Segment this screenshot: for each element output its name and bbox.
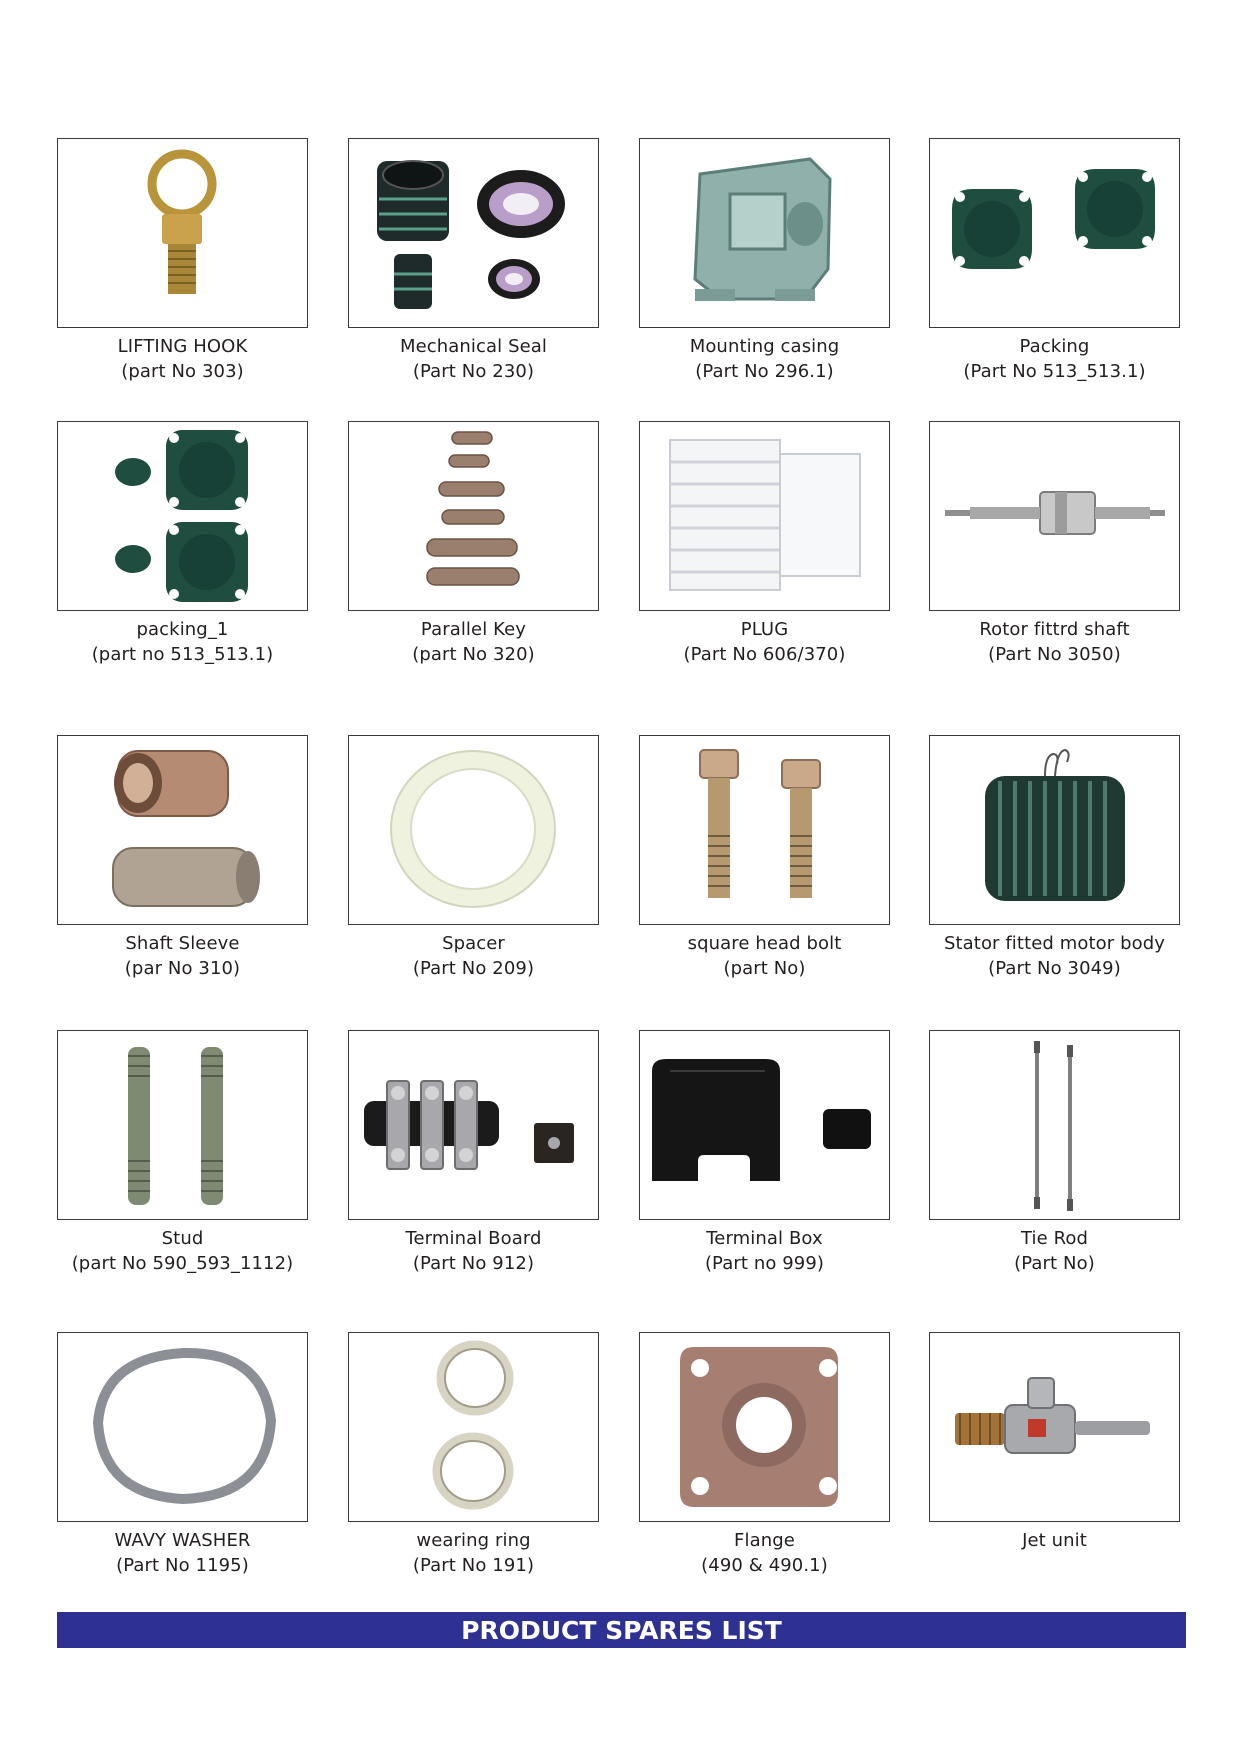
part-number: (Part No 3049) [988,958,1121,979]
product-image-frame [348,138,599,328]
product-name: square head bolt [687,933,842,954]
product-card [639,735,890,981]
product-card [348,421,599,667]
product-caption [348,617,599,667]
product-card [639,1332,890,1578]
product-caption [639,1528,890,1578]
product-image-frame [348,735,599,925]
product-name: PLUG [740,619,789,640]
product-card [639,1030,890,1276]
part-number: (part No) [723,958,806,979]
product-image-frame [348,1332,599,1522]
product-card [639,421,890,667]
part-number: (part No 590_593_1112) [71,1253,294,1274]
page-title-banner [57,1612,1186,1648]
product-image-frame [57,421,308,611]
product-image-frame [57,138,308,328]
rotor-shaft-icon [930,422,1179,610]
mounting-casing-icon [640,139,889,327]
part-number: (Part No 296.1) [695,361,834,382]
product-card [57,735,308,981]
product-name: Jet unit [1022,1530,1087,1551]
product-name: Packing [1019,336,1090,357]
product-card [929,138,1180,384]
product-card [639,138,890,384]
part-number: (Part No 513_513.1) [963,361,1146,382]
flange-icon [640,1333,889,1521]
product-image-frame [57,1332,308,1522]
product-name: Flange [734,1530,795,1551]
product-caption [348,931,599,981]
terminal-box-icon [640,1031,889,1219]
product-image-frame [639,735,890,925]
product-name: Stator fitted motor body [943,933,1166,954]
product-name: Terminal Board [405,1228,542,1249]
product-card [348,1030,599,1276]
product-name: Tie Rod [1020,1228,1089,1249]
product-image-frame [348,1030,599,1220]
product-name: Terminal Box [706,1228,823,1249]
product-image-frame [639,138,890,328]
product-caption [348,1226,599,1276]
product-image-frame [639,1030,890,1220]
product-card [348,1332,599,1578]
part-number: (Part No 912) [412,1253,535,1274]
part-number: (Part No 3050) [988,644,1121,665]
part-number: (par No 310) [124,958,241,979]
product-image-frame [929,421,1180,611]
product-caption [639,617,890,667]
product-image-frame [57,735,308,925]
part-number: (Part No 1195) [116,1555,249,1576]
packing-gasket-icon [930,139,1179,327]
part-number: (Part No 209) [412,958,535,979]
part-number: (490 & 490.1) [701,1555,828,1576]
part-number: (Part No) [1014,1253,1095,1274]
shaft-sleeve-icon [58,736,307,924]
lifting-hook-icon [58,139,307,327]
part-number: (part no 513_513.1) [91,644,274,665]
product-caption [348,334,599,384]
product-caption [929,334,1180,384]
part-number: (Part no 999) [704,1253,825,1274]
product-card [57,421,308,667]
plug-icon [640,422,889,610]
wearing-ring-icon [349,1333,598,1521]
product-name: Spacer [442,933,505,954]
product-caption [57,931,308,981]
packing-gasket-set-icon [58,422,307,610]
product-card [929,421,1180,667]
mechanical-seal-icon [349,139,598,327]
product-caption [929,931,1180,981]
product-image-frame [929,138,1180,328]
product-card [348,138,599,384]
product-image-frame [929,735,1180,925]
product-image-frame [348,421,599,611]
product-caption [639,1226,890,1276]
product-caption [348,1528,599,1578]
product-name: packing_1 [136,619,229,640]
product-image-frame [639,421,890,611]
product-image-frame [929,1030,1180,1220]
stator-motor-body-icon [930,736,1179,924]
product-caption [57,1528,308,1578]
parallel-key-icon [349,422,598,610]
product-caption [639,931,890,981]
product-image-frame [639,1332,890,1522]
product-caption [57,334,308,384]
product-name: Stud [161,1228,204,1249]
part-number: (Part No 606/370) [683,644,846,665]
product-name: Mounting casing [689,336,840,357]
part-number: (part No 303) [121,361,244,382]
product-caption [929,1528,1180,1553]
product-name: WAVY WASHER [114,1530,251,1551]
part-number: (Part No 191) [412,1555,535,1576]
product-name: Rotor fittrd shaft [979,619,1130,640]
product-card [57,138,308,384]
product-card [57,1332,308,1578]
product-name: wearing ring [416,1530,531,1551]
product-card [348,735,599,981]
part-number: (Part No 230) [412,361,535,382]
product-name: Mechanical Seal [399,336,548,357]
part-number: (part No 320) [412,644,535,665]
product-caption [929,1226,1180,1276]
square-head-bolt-icon [640,736,889,924]
product-caption [57,1226,308,1276]
jet-unit-icon [930,1333,1179,1521]
product-image-frame [929,1332,1180,1522]
product-name: Shaft Sleeve [125,933,240,954]
product-card [57,1030,308,1276]
product-card [929,1030,1180,1276]
product-card [929,1332,1180,1553]
tie-rod-icon [930,1031,1179,1219]
stud-icon [58,1031,307,1219]
product-image-frame [57,1030,308,1220]
product-caption [639,334,890,384]
product-caption [929,617,1180,667]
terminal-board-icon [349,1031,598,1219]
product-name: Parallel Key [420,619,527,640]
wavy-washer-icon [58,1333,307,1521]
product-caption [57,617,308,667]
product-card [929,735,1180,981]
product-name: LIFTING HOOK [117,336,248,357]
spacer-ring-icon [349,736,598,924]
page-title: PRODUCT SPARES LIST [461,1616,782,1645]
